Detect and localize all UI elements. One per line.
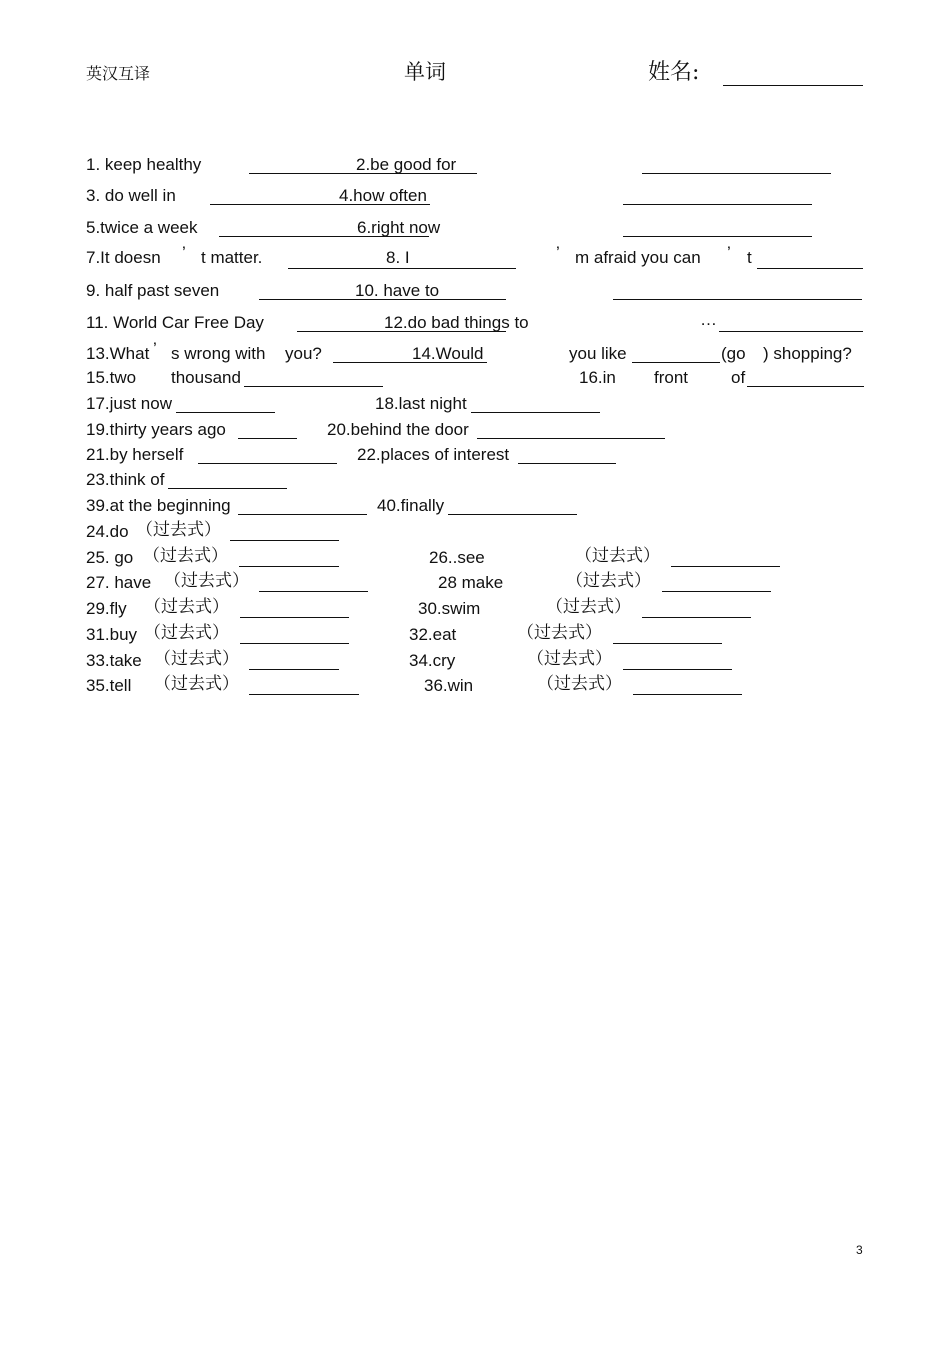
past-tense-label: （过去式） bbox=[164, 571, 249, 591]
answer-blank-31[interactable] bbox=[240, 643, 349, 644]
item-6: 6.right now bbox=[357, 218, 441, 237]
header-left: 英汉互译 bbox=[86, 64, 151, 83]
verb-28: 28 make bbox=[438, 573, 504, 592]
item-14: 14.Would bbox=[412, 344, 484, 363]
answer-blank-23[interactable] bbox=[168, 488, 287, 489]
answer-blank-29[interactable] bbox=[240, 617, 349, 618]
verb-32: 32.eat bbox=[409, 625, 457, 644]
past-tense-label: （过去式） bbox=[144, 597, 229, 617]
verb-26: 26..see bbox=[429, 548, 485, 567]
name-field[interactable] bbox=[723, 85, 863, 86]
verb-35: 35.tell bbox=[86, 676, 132, 695]
item-14-end: ) shopping? bbox=[763, 344, 852, 363]
apostrophe: ’ bbox=[182, 243, 186, 262]
answer-blank-15[interactable] bbox=[244, 386, 383, 387]
item-1: 1. keep healthy bbox=[86, 155, 202, 174]
page-title: 单词 bbox=[404, 60, 446, 84]
answer-blank-35[interactable] bbox=[249, 694, 359, 695]
answer-blank-2[interactable] bbox=[642, 173, 831, 174]
answer-blank-12[interactable] bbox=[719, 331, 863, 332]
answer-blank-28[interactable] bbox=[662, 591, 771, 592]
item-14-mid: you like bbox=[569, 344, 627, 363]
item-3: 3. do well in bbox=[86, 186, 176, 205]
item-7-rest: t matter. bbox=[201, 248, 263, 267]
item-17: 17.just now bbox=[86, 394, 172, 413]
past-tense-label: （过去式） bbox=[566, 571, 651, 591]
item-13-end: you? bbox=[285, 344, 322, 363]
item-19: 19.thirty years ago bbox=[86, 420, 226, 439]
item-16-end: of bbox=[731, 368, 746, 387]
answer-blank-17[interactable] bbox=[176, 412, 275, 413]
item-18: 18.last night bbox=[375, 394, 467, 413]
verb-33: 33.take bbox=[86, 651, 142, 670]
apostrophe: ’ bbox=[556, 243, 560, 262]
past-tense-label: （过去式） bbox=[154, 649, 239, 669]
answer-blank-32[interactable] bbox=[613, 643, 722, 644]
answer-blank-4[interactable] bbox=[623, 204, 812, 205]
answer-blank-40[interactable] bbox=[448, 514, 577, 515]
name-label: 姓名: bbox=[648, 60, 700, 85]
past-tense-label: （过去式） bbox=[537, 674, 622, 694]
item-13: 13.What bbox=[86, 344, 150, 363]
verb-27: 27. have bbox=[86, 573, 152, 592]
answer-blank-6[interactable] bbox=[623, 236, 812, 237]
item-16-mid: front bbox=[654, 368, 689, 387]
answer-blank-26[interactable] bbox=[671, 566, 780, 567]
answer-blank-8[interactable] bbox=[757, 268, 863, 269]
item-2: 2.be good for bbox=[356, 155, 457, 174]
answer-blank-34[interactable] bbox=[623, 669, 732, 670]
item-5: 5.twice a week bbox=[86, 218, 198, 237]
past-tense-label: （过去式） bbox=[546, 597, 631, 617]
answer-blank-33[interactable] bbox=[249, 669, 339, 670]
item-9: 9. half past seven bbox=[86, 281, 220, 300]
past-tense-label: （过去式） bbox=[154, 674, 239, 694]
item-39: 39.at the beginning bbox=[86, 496, 231, 515]
past-tense-label: （过去式） bbox=[136, 520, 221, 540]
item-7: 7.It doesn bbox=[86, 248, 161, 267]
answer-blank-16[interactable] bbox=[747, 386, 864, 387]
verb-25: 25. go bbox=[86, 548, 134, 567]
answer-blank-19[interactable] bbox=[238, 438, 297, 439]
verb-24: 24.do bbox=[86, 522, 129, 541]
item-40: 40.finally bbox=[377, 496, 445, 515]
answer-blank-18[interactable] bbox=[471, 412, 600, 413]
item-15: 15.two bbox=[86, 368, 137, 387]
verb-36: 36.win bbox=[424, 676, 474, 695]
answer-blank-24[interactable] bbox=[230, 540, 339, 541]
answer-blank-36[interactable] bbox=[633, 694, 742, 695]
item-8-mid: m afraid you can bbox=[575, 248, 701, 267]
item-8-end: t bbox=[747, 248, 752, 267]
verb-30: 30.swim bbox=[418, 599, 481, 618]
item-4: 4.how often bbox=[339, 186, 427, 205]
answer-blank-21[interactable] bbox=[198, 463, 337, 464]
item-11: 11. World Car Free Day bbox=[86, 313, 264, 332]
page-number: 3 bbox=[856, 1243, 863, 1257]
answer-blank-7[interactable] bbox=[288, 268, 516, 269]
past-tense-label: （过去式） bbox=[517, 623, 602, 643]
answer-blank-22[interactable] bbox=[518, 463, 616, 464]
item-8: 8. I bbox=[386, 248, 410, 267]
past-tense-label: （过去式） bbox=[527, 649, 612, 669]
item-13-mid: s wrong with bbox=[171, 344, 266, 363]
past-tense-label: （过去式） bbox=[575, 546, 660, 566]
apostrophe: ’ bbox=[153, 339, 157, 358]
answer-blank-27[interactable] bbox=[259, 591, 368, 592]
answer-blank-39[interactable] bbox=[238, 514, 367, 515]
item-15-rest: thousand bbox=[171, 368, 241, 387]
answer-blank-10[interactable] bbox=[613, 299, 862, 300]
item-20: 20.behind the door bbox=[327, 420, 469, 439]
item-10: 10. have to bbox=[355, 281, 440, 300]
verb-29: 29.fly bbox=[86, 599, 127, 618]
answer-blank-25[interactable] bbox=[239, 566, 339, 567]
ellipsis: … bbox=[700, 310, 717, 329]
verb-31: 31.buy bbox=[86, 625, 138, 644]
apostrophe: ’ bbox=[727, 243, 731, 262]
past-tense-label: （过去式） bbox=[143, 546, 228, 566]
answer-blank-20[interactable] bbox=[477, 438, 665, 439]
answer-blank-14a[interactable] bbox=[632, 362, 720, 363]
item-22: 22.places of interest bbox=[357, 445, 510, 464]
verb-34: 34.cry bbox=[409, 651, 456, 670]
answer-blank-30[interactable] bbox=[642, 617, 751, 618]
past-tense-label: （过去式） bbox=[144, 623, 229, 643]
item-16: 16.in bbox=[579, 368, 616, 387]
item-23: 23.think of bbox=[86, 470, 165, 489]
item-14-go: (go bbox=[721, 344, 746, 363]
item-21: 21.by herself bbox=[86, 445, 184, 464]
item-12: 12.do bad things to bbox=[384, 313, 529, 332]
